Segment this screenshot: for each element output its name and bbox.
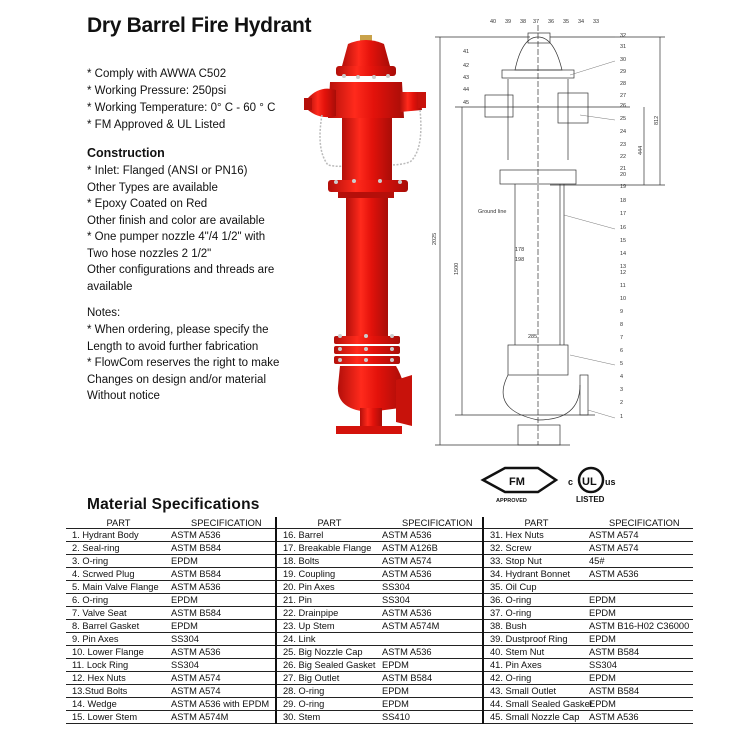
part-cell: 44. Small Sealed Gasket [490, 699, 593, 709]
spec-cell: SS304 [382, 582, 410, 592]
svg-text:14: 14 [620, 251, 627, 257]
svg-text:7: 7 [620, 335, 624, 341]
spec-cell: ASTM B584 [382, 673, 433, 683]
table-row [484, 594, 693, 607]
table-row [277, 698, 482, 711]
svg-text:285: 285 [528, 334, 538, 340]
spec-cell: EPDM [171, 556, 198, 566]
table-row [66, 659, 275, 672]
spec-cell: ASTM A574 [589, 543, 639, 553]
svg-text:LISTED: LISTED [576, 495, 605, 504]
spec-cell: ASTM A536 [171, 530, 221, 540]
spec-cell: ASTM B584 [171, 569, 222, 579]
svg-text:41: 41 [463, 49, 470, 55]
svg-text:16: 16 [620, 225, 627, 231]
svg-text:37: 37 [533, 19, 540, 25]
table-row [66, 581, 275, 594]
spec-cell: ASTM B584 [589, 686, 640, 696]
header-spec: SPECIFICATION [609, 518, 680, 528]
part-cell: 4. Scrwed Plug [72, 569, 135, 579]
construction-line: Other configurations and threads are [87, 264, 275, 276]
table-row [484, 646, 693, 659]
svg-text:9: 9 [620, 309, 624, 315]
spec-cell [589, 581, 693, 593]
spec-cell: ASTM A536 [382, 530, 432, 540]
spec-cell: ASTM A536 [171, 582, 221, 592]
spec-cell: ASTM A536 [589, 569, 639, 579]
spec-cell: ASTM A574M [382, 621, 440, 631]
table-row [277, 646, 482, 659]
spec-cell: SS304 [171, 660, 199, 670]
svg-text:1500: 1500 [454, 262, 460, 275]
header-part: PART [317, 518, 342, 528]
hydrant-technical-drawing [430, 15, 675, 455]
part-cell: 9. Pin Axes [72, 634, 119, 644]
table-row [484, 555, 693, 568]
construction-line: Other Types are available [87, 181, 218, 194]
svg-text:21: 21 [620, 166, 627, 172]
table-row [484, 659, 693, 672]
table-row [484, 711, 693, 724]
part-cell: 11. Lock Ring [72, 660, 129, 670]
spec-cell: EPDM [589, 699, 616, 709]
feature-item: * Working Temperature: 0° C - 60 ° C [87, 102, 276, 114]
svg-text:27: 27 [620, 93, 627, 99]
svg-text:24: 24 [620, 129, 627, 135]
svg-text:6: 6 [620, 348, 624, 354]
part-cell: 1. Hydrant Body [72, 530, 139, 540]
spec-cell: SS410 [382, 712, 410, 722]
part-cell: 43. Small Outlet [490, 686, 557, 696]
part-cell: 16. Barrel [283, 530, 324, 540]
material-specs-title: Material Specifications [87, 496, 260, 513]
spec-cell: ASTM B584 [589, 647, 640, 657]
construction-line: Other finish and color are available [87, 214, 265, 227]
hydrant-photo [300, 30, 435, 450]
svg-text:17: 17 [620, 211, 627, 217]
spec-cell: ASTM A574 [171, 686, 221, 696]
svg-text:35: 35 [563, 19, 570, 25]
table-row [66, 672, 275, 685]
svg-text:20: 20 [620, 172, 627, 178]
spec-cell: EPDM [382, 660, 409, 670]
part-cell: 38. Bush [490, 621, 527, 631]
table-row [484, 672, 693, 685]
table-header-row [66, 517, 275, 529]
part-cell: 29. O-ring [283, 699, 325, 709]
svg-text:c: c [568, 477, 574, 487]
svg-text:29: 29 [620, 69, 627, 75]
part-cell: 12. Hex Nuts [72, 673, 126, 683]
part-cell: 32. Screw [490, 543, 532, 553]
table-row [66, 685, 275, 698]
table-row [66, 529, 275, 542]
table-row [66, 633, 275, 646]
svg-text:34: 34 [578, 19, 585, 25]
svg-text:40: 40 [490, 19, 497, 25]
part-cell: 40. Stem Nut [490, 647, 545, 657]
part-cell: 2. Seal-ring [72, 543, 120, 553]
table-row [277, 607, 482, 620]
certification-logos [480, 460, 630, 505]
construction-line: available [87, 280, 133, 293]
svg-text:2025: 2025 [432, 232, 438, 245]
note-line: Without notice [87, 390, 160, 402]
part-cell: 28. O-ring [283, 686, 325, 696]
spec-cell: ASTM A574M [171, 712, 229, 722]
part-cell: 21. Pin [283, 595, 312, 605]
table-row [66, 620, 275, 633]
table-row [277, 672, 482, 685]
part-cell: 39. Dustproof Ring [490, 634, 568, 644]
svg-text:10: 10 [620, 296, 627, 302]
feature-list [87, 66, 275, 134]
part-cell: 23. Up Stem [283, 621, 335, 631]
table-row [277, 711, 482, 724]
table-row [277, 581, 482, 594]
table-row [277, 529, 482, 542]
spec-cell: ASTM A536 [382, 569, 432, 579]
spec-cell: EPDM [589, 634, 616, 644]
spec-cell: ASTM B16-H02 C36000 [589, 621, 690, 631]
spec-cell: ASTM A574 [589, 530, 639, 540]
table-row [277, 620, 482, 633]
header-spec: SPECIFICATION [191, 518, 262, 528]
ul-listed-icon [568, 468, 616, 504]
table-row [66, 607, 275, 620]
part-cell: 34. Hydrant Bonnet [490, 569, 571, 579]
table-row [66, 646, 275, 659]
svg-text:Ground line: Ground line [478, 209, 507, 215]
part-cell: 35. Oil Cup [490, 582, 537, 592]
part-cell: 26. Big Sealed Gasket [283, 660, 376, 670]
spec-cell: SS304 [171, 634, 199, 644]
spec-cell: ASTM A536 [382, 608, 432, 618]
svg-text:812: 812 [654, 115, 660, 125]
svg-text:11: 11 [620, 283, 626, 289]
construction-heading: Construction [87, 146, 165, 160]
spec-cell: EPDM [589, 673, 616, 683]
svg-text:FM: FM [509, 476, 525, 488]
table-row [484, 607, 693, 620]
part-cell: 3. O-ring [72, 556, 109, 566]
table-row [484, 568, 693, 581]
part-cell: 36. O-ring [490, 595, 532, 605]
svg-text:30: 30 [620, 57, 627, 63]
part-cell: 25. Big Nozzle Cap [283, 647, 363, 657]
svg-text:1: 1 [620, 414, 624, 420]
spec-cell: ASTM A536 with EPDM [171, 699, 270, 709]
table-row [484, 685, 693, 698]
note-line: * When ordering, please specify the [87, 324, 269, 336]
part-cell: 37. O-ring [490, 608, 532, 618]
part-cell: 18. Bolts [283, 556, 320, 566]
part-cell: 8. Barrel Gasket [72, 621, 140, 631]
feature-item: * Comply with AWWA C502 [87, 68, 227, 80]
svg-text:31: 31 [620, 44, 627, 50]
note-line: Length to avoid further fabrication [87, 340, 259, 353]
svg-text:22: 22 [620, 154, 627, 160]
header-part: PART [106, 518, 131, 528]
table-row [484, 633, 693, 646]
part-cell: 45. Small Nozzle Cap [490, 712, 580, 722]
note-line: Changes on design and/or material [87, 373, 267, 386]
svg-text:26: 26 [620, 103, 627, 109]
svg-text:15: 15 [620, 238, 627, 244]
spec-cell: EPDM [171, 595, 198, 605]
spec-cell: ASTM A126B [382, 543, 438, 553]
svg-text:42: 42 [463, 63, 470, 69]
header-part: PART [524, 518, 549, 528]
spec-cell: EPDM [382, 686, 409, 696]
svg-text:32: 32 [620, 33, 627, 39]
spec-cell: EPDM [589, 595, 616, 605]
fm-approved-icon [483, 468, 556, 504]
spec-cell: ASTM A574 [171, 673, 221, 683]
part-cell: 41. Pin Axes [490, 660, 542, 670]
notes-heading: Notes: [87, 307, 121, 319]
table-row [277, 594, 482, 607]
table-row [66, 594, 275, 607]
svg-text:23: 23 [620, 142, 627, 148]
feature-item: * Working Pressure: 250psi [87, 85, 227, 97]
table-row [277, 633, 482, 646]
part-cell: 7. Valve Seat [72, 608, 127, 618]
svg-text:3: 3 [620, 387, 624, 393]
spec-cell: ASTM A536 [589, 712, 639, 722]
svg-text:2: 2 [620, 400, 624, 406]
svg-text:198: 198 [515, 257, 525, 263]
svg-text:us: us [605, 477, 616, 487]
part-cell: 19. Coupling [283, 569, 336, 579]
part-cell: 30. Stem [283, 712, 321, 722]
table-row [484, 620, 693, 633]
table-row [277, 568, 482, 581]
construction-line: * One pumper nozzle 4"/4 1/2" with [87, 231, 266, 243]
part-cell: 10. Lower Flange [72, 647, 144, 657]
table-row [66, 542, 275, 555]
part-cell: 27. Big Outlet [283, 673, 340, 683]
table-row [484, 581, 693, 594]
svg-text:38: 38 [520, 19, 527, 25]
part-cell: 14. Wedge [72, 699, 117, 709]
svg-text:12: 12 [620, 270, 627, 276]
svg-text:18: 18 [620, 198, 627, 204]
material-specs-table [66, 517, 693, 724]
table-row [277, 555, 482, 568]
table-row [484, 542, 693, 555]
header-spec: SPECIFICATION [402, 518, 473, 528]
svg-text:43: 43 [463, 75, 470, 81]
spec-column-2 [275, 517, 484, 724]
part-cell: 17. Breakable Flange [283, 543, 372, 553]
table-row [484, 698, 693, 711]
svg-text:36: 36 [548, 19, 555, 25]
part-cell: 13.Stud Bolts [72, 686, 128, 696]
spec-cell: EPDM [382, 699, 409, 709]
part-cell: 24. Link [283, 634, 316, 644]
part-cell: 5. Main Valve Flange [72, 582, 159, 592]
svg-text:25: 25 [620, 116, 627, 122]
table-row [66, 711, 275, 724]
construction-line: Two hose nozzles 2 1/2" [87, 247, 212, 260]
part-cell: 22. Drainpipe [283, 608, 339, 618]
spec-cell [382, 633, 482, 645]
spec-cell: ASTM A536 [382, 647, 432, 657]
table-header-row [277, 517, 482, 529]
page-title: Dry Barrel Fire Hydrant [87, 14, 312, 37]
svg-text:28: 28 [620, 81, 627, 87]
svg-text:13: 13 [620, 264, 627, 270]
spec-column-3 [484, 517, 693, 724]
svg-text:33: 33 [593, 19, 600, 25]
spec-cell: 45# [589, 556, 605, 566]
part-cell: 15. Lower Stem [72, 712, 138, 722]
part-cell: 31. Hex Nuts [490, 530, 544, 540]
spec-cell: ASTM B584 [171, 543, 222, 553]
svg-text:UL: UL [582, 476, 597, 488]
table-row [66, 555, 275, 568]
svg-text:4: 4 [620, 374, 624, 380]
spec-cell: ASTM B584 [171, 608, 222, 618]
part-cell: 20. Pin Axes [283, 582, 335, 592]
feature-item: * FM Approved & UL Listed [87, 119, 226, 131]
svg-text:44: 44 [463, 87, 470, 93]
spec-cell: ASTM A536 [171, 647, 221, 657]
spec-cell: EPDM [171, 621, 198, 631]
construction-line: * Inlet: Flanged (ANSI or PN16) [87, 165, 248, 177]
svg-text:178: 178 [515, 247, 525, 253]
notes-list [87, 322, 279, 405]
spec-column-1 [66, 517, 275, 724]
svg-text:39: 39 [505, 19, 512, 25]
part-cell: 33. Stop Nut [490, 556, 542, 566]
table-row [277, 659, 482, 672]
part-cell: 6. O-ring [72, 595, 109, 605]
svg-text:8: 8 [620, 322, 624, 328]
note-line: * FlowCom reserves the right to make [87, 357, 280, 369]
part-cell: 42. O-ring [490, 673, 532, 683]
svg-text:19: 19 [620, 184, 627, 190]
table-header-row [484, 517, 693, 529]
table-row [66, 568, 275, 581]
svg-text:APPROVED: APPROVED [496, 498, 527, 504]
spec-cell: SS304 [589, 660, 617, 670]
table-row [277, 542, 482, 555]
svg-text:5: 5 [620, 361, 624, 367]
table-row [66, 698, 275, 711]
construction-list [87, 163, 274, 295]
table-row [277, 685, 482, 698]
svg-text:45: 45 [463, 100, 470, 106]
spec-cell: ASTM A574 [382, 556, 432, 566]
construction-line: * Epoxy Coated on Red [87, 198, 208, 210]
spec-cell: EPDM [589, 608, 616, 618]
table-row [484, 529, 693, 542]
svg-text:444: 444 [638, 145, 644, 155]
spec-cell: SS304 [382, 595, 410, 605]
